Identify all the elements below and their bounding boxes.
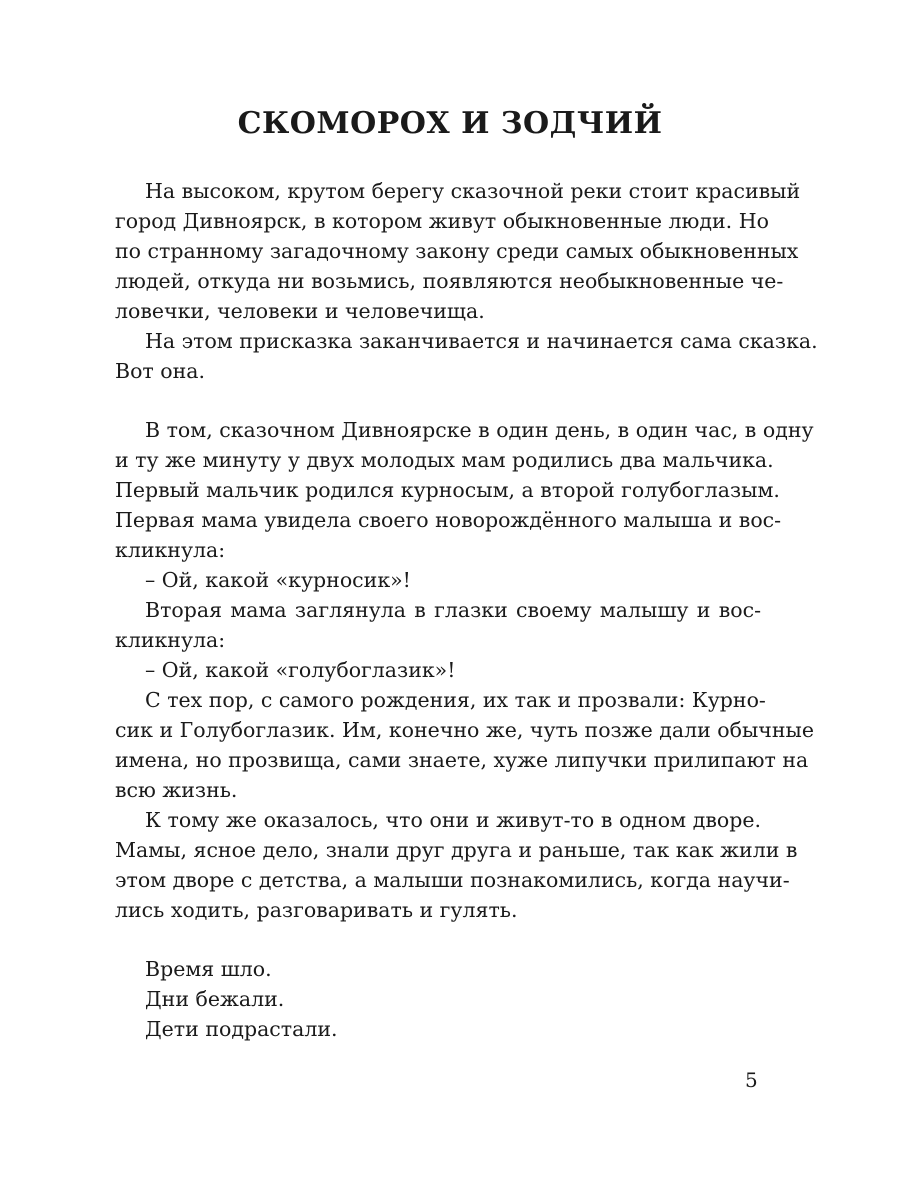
paragraph: [115, 595, 761, 655]
text-line: Время шло.: [145, 957, 272, 981]
text-line: по странному загадочному закону среди самых обыкновенных: [115, 239, 799, 263]
paragraph: [115, 954, 761, 984]
text-line: На этом присказка заканчивается и начинается сама сказка.: [145, 329, 818, 353]
text-line: С тех пор, с самого рождения, их так и прозвали: Курно-: [145, 688, 766, 712]
paragraph: [115, 984, 761, 1014]
page-number: 5: [745, 1068, 758, 1092]
text-line: Дни бежали.: [145, 987, 285, 1011]
text-line: Мамы, ясное дело, знали друг друга и раньше, так как жили в: [115, 838, 798, 862]
text-line: Вот она.: [115, 359, 206, 383]
text-line: На высоком, крутом берегу сказочной реки стоит красивый: [145, 179, 801, 203]
text-line: кликнула:: [115, 538, 226, 562]
text-line: этом дворе с детства, а малыши познакомились, когда научи-: [115, 868, 790, 892]
text-line: сик и Голубоглазик. Им, конечно же, чуть позже дали обычные: [115, 718, 814, 742]
paragraph: [115, 685, 814, 805]
text-line: город Дивноярск, в котором живут обыкновенные люди. Но: [115, 209, 769, 233]
text-line: Первый мальчик родился курносым, а второй голубоглазым.: [115, 478, 780, 502]
text-line: кликнула:: [115, 628, 226, 652]
text-line: К тому же оказалось, что они и живут-то в одном дворе.: [145, 808, 761, 832]
text-line: имена, но прозвища, сами знаете, хуже липучки прилипают на: [115, 748, 809, 772]
chapter-title: СКОМОРОХ И ЗОДЧИЙ: [237, 106, 663, 141]
text-line: Вторая мама заглянула в глазки своему малышу и вос-: [145, 598, 761, 622]
paragraph: [115, 805, 798, 925]
paragraph: [115, 326, 818, 386]
text-line: – Ой, какой «голубоглазик»!: [145, 658, 456, 682]
text-line: лись ходить, разговаривать и гулять.: [115, 898, 518, 922]
text-line: – Ой, какой «курносик»!: [145, 568, 411, 592]
dialogue-line: [115, 565, 761, 595]
dialogue-line: [115, 655, 761, 685]
text-line: ловечки, человеки и человечища.: [115, 299, 485, 323]
paragraph: [115, 415, 814, 565]
text-line: Первая мама увидела своего новорождённого малыша и вос-: [115, 508, 782, 532]
text-line: всю жизнь.: [115, 778, 238, 802]
text-line: Дети подрастали.: [145, 1017, 338, 1041]
text-line: людей, откуда ни возьмись, появляются необыкновенные че-: [115, 269, 784, 293]
paragraph: [115, 176, 801, 326]
paragraph: [115, 1014, 761, 1044]
text-line: и ту же минуту у двух молодых мам родились два мальчика.: [115, 448, 774, 472]
text-line: В том, сказочном Дивноярске в один день, в один час, в одну: [145, 418, 814, 442]
